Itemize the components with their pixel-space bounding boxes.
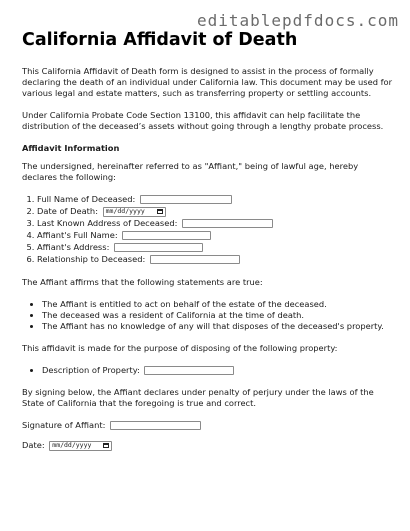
property-list — [22, 365, 394, 376]
property-item — [42, 365, 394, 376]
intro-paragraph: This California Affidavit of Death form is designed to assist in the process of formally declaring the death of an individual under California law. This document may be used for various legal and estate matters, such as transferring property or settling accounts. — [22, 66, 393, 98]
date-placeholder: mm/dd/yyyy — [105, 207, 145, 215]
statements-list — [22, 299, 394, 332]
affidavit-information-heading: Affidavit Information — [22, 143, 120, 153]
affiant-name-label: Affiant's Full Name: — [37, 230, 118, 240]
affiant-name-input[interactable] — [122, 231, 211, 240]
affiant-address-input[interactable] — [114, 243, 203, 252]
relationship-label: Relationship to Deceased: — [37, 254, 146, 264]
last-address-input[interactable] — [182, 219, 273, 228]
last-address-label: Last Known Address of Deceased: — [37, 218, 178, 228]
undersigned-paragraph: The undersigned, hereinafter referred to as "Affiant," being of lawful age, hereby declares the following: — [22, 161, 359, 182]
affidavit-fields-list — [22, 194, 394, 266]
affirms-paragraph: The Affiant affirms that the following statements are true: — [22, 277, 263, 287]
date-label: Date: — [22, 440, 45, 450]
signature-date-input[interactable] — [49, 441, 112, 451]
probate-code-paragraph: Under California Probate Code Section 13100, this affidavit can help facilitate the distribution of the deceased’s assets without going through a lengthy probate process. — [22, 110, 384, 131]
list-item — [37, 218, 394, 230]
property-label: Description of Property: — [42, 365, 140, 375]
list-item — [37, 254, 394, 266]
affiant-address-label: Affiant's Address: — [37, 242, 110, 252]
date-row — [22, 440, 394, 451]
calendar-icon[interactable] — [103, 443, 109, 448]
signature-row — [22, 420, 394, 431]
list-item — [37, 194, 394, 206]
statement-item: • The Affiant has no knowledge of any will that disposes of the deceased's property. — [42, 321, 394, 332]
statement-item: • The deceased was a resident of California at the time of death. — [42, 310, 394, 321]
statement-item: • The Affiant is entitled to act on behalf of the estate of the deceased. — [42, 299, 394, 310]
purpose-paragraph: This affidavit is made for the purpose of disposing of the following property: — [22, 343, 338, 353]
list-item — [37, 230, 394, 242]
perjury-paragraph: By signing below, the Affiant declares under penalty of perjury under the laws of the State of California that the foregoing is true and correct. — [22, 387, 374, 408]
watermark: editablepdfdocs.com — [196, 11, 399, 30]
signature-label: Signature of Affiant: — [22, 420, 106, 430]
date-placeholder: mm/dd/yyyy — [52, 441, 92, 449]
list-item — [37, 242, 394, 254]
date-of-death-input[interactable] — [103, 207, 166, 217]
date-of-death-label: Date of Death: — [37, 206, 98, 216]
list-item — [37, 206, 394, 218]
page-title: California Affidavit of Death — [22, 30, 298, 50]
signature-input[interactable] — [110, 421, 201, 430]
document-page — [22, 30, 394, 460]
relationship-input[interactable] — [150, 255, 240, 264]
property-input[interactable] — [144, 366, 234, 375]
calendar-icon[interactable] — [157, 209, 163, 214]
full-name-input[interactable] — [140, 195, 232, 204]
full-name-label: Full Name of Deceased: — [37, 194, 136, 204]
